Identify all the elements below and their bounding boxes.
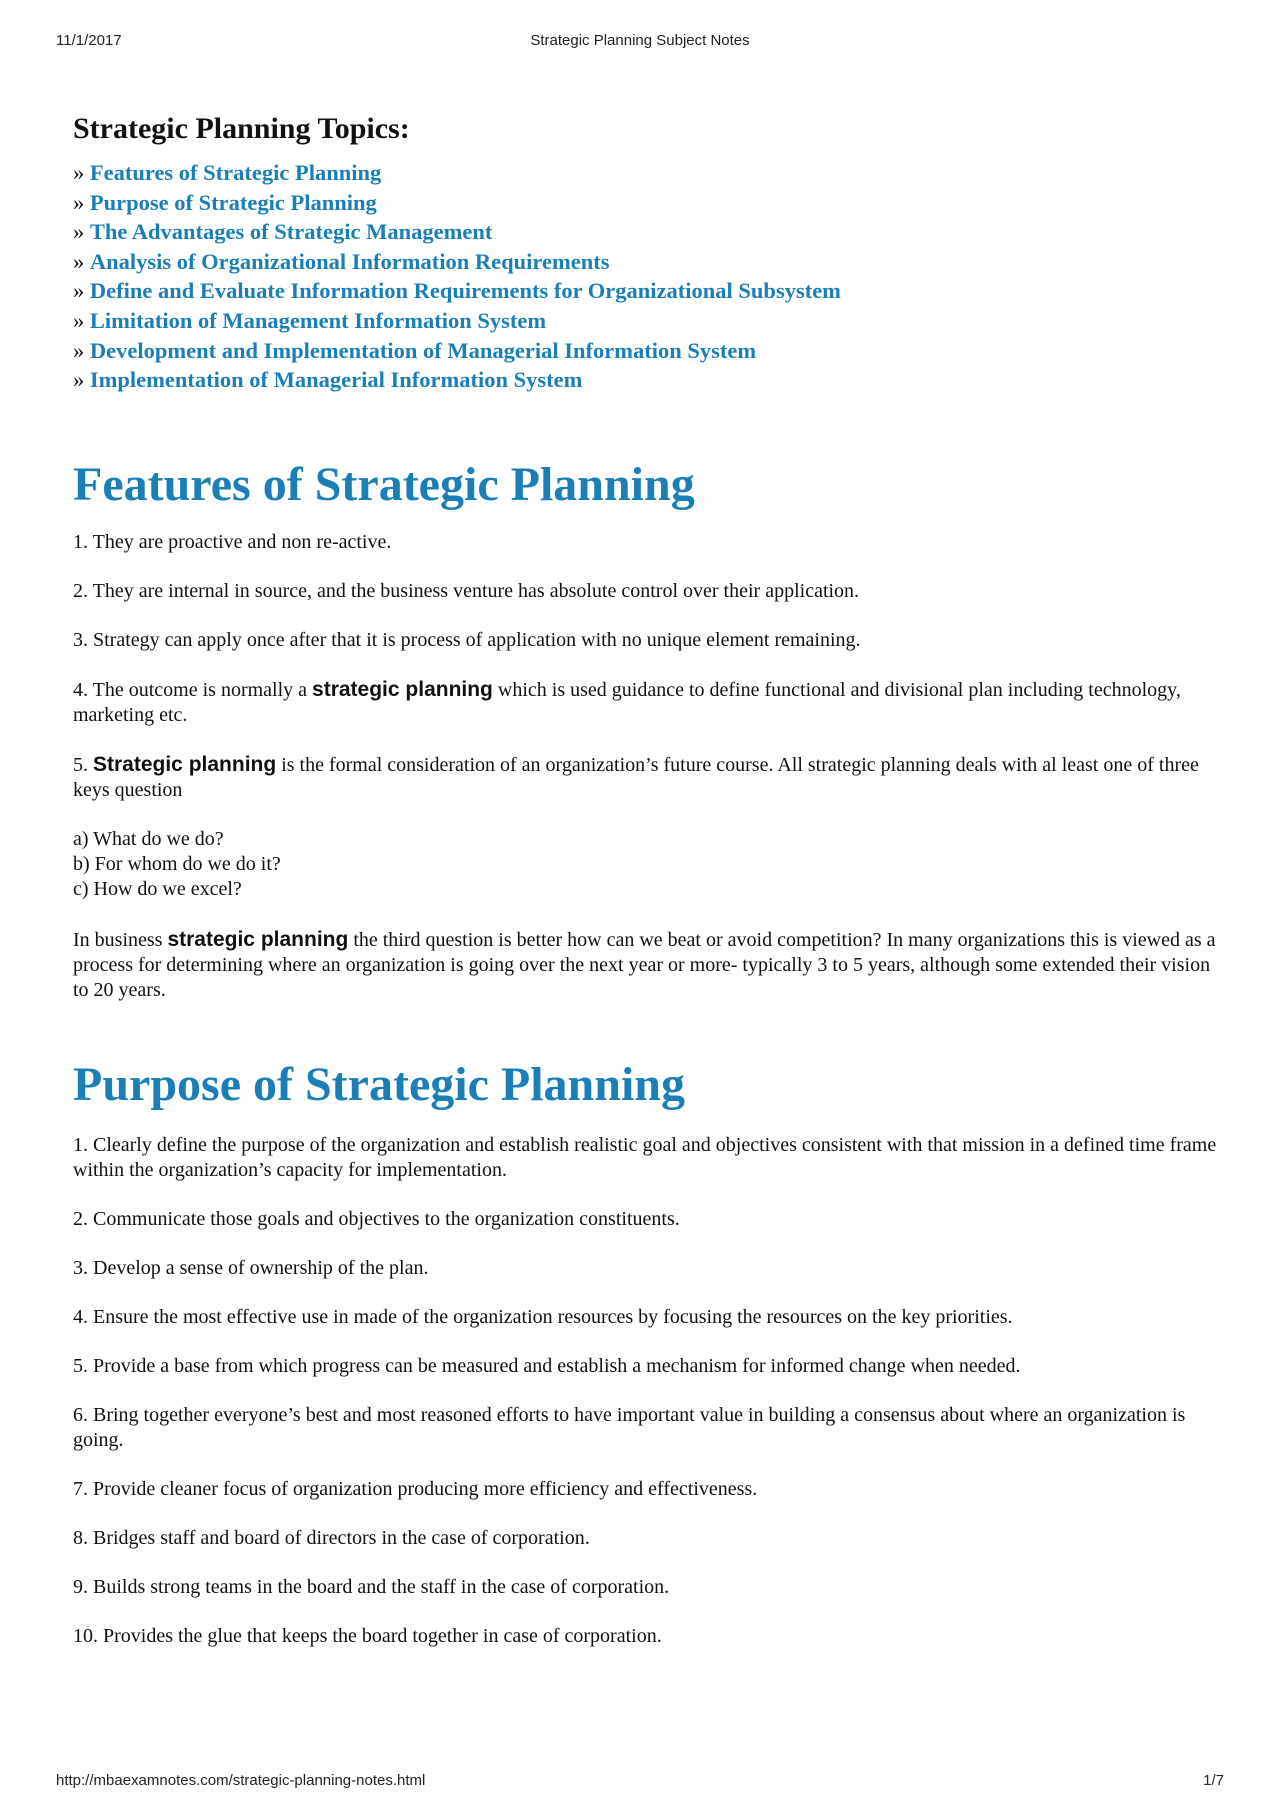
bullet-glyph: » bbox=[73, 278, 85, 304]
keyword-strategic-planning: Strategic planning bbox=[93, 752, 277, 776]
features-paragraph-1: 1. They are proactive and non re-active. bbox=[73, 530, 392, 553]
topics-list bbox=[73, 158, 1223, 395]
features-heading: Features of Strategic Planning bbox=[73, 457, 695, 511]
purpose-item: 6. Bring together everyone’s best and most reasoned efforts to have important value in building a consensus about where an organization is going. bbox=[73, 1404, 1186, 1452]
purpose-item: 2. Communicate those goals and objectives to the organization constituents. bbox=[73, 1208, 680, 1231]
text-segment: the third question is better how can we beat or avoid competition? In many organizations this is viewed as a process for determining where an organization is going over the next year or more- typically 3 to 5 years, although some extended their vision to 20 years. bbox=[73, 928, 1216, 1001]
features-paragraph-4 bbox=[73, 677, 1223, 728]
keyword-strategic-planning: strategic planning bbox=[312, 677, 493, 701]
question-a: a) What do we do? bbox=[73, 827, 224, 850]
list-item bbox=[73, 306, 1223, 336]
list-item bbox=[73, 247, 1223, 277]
list-item bbox=[73, 188, 1223, 218]
print-title: Strategic Planning Subject Notes bbox=[530, 32, 750, 49]
text-segment: In business bbox=[73, 928, 168, 951]
text-segment: 5. bbox=[73, 753, 93, 776]
list-item bbox=[73, 365, 1223, 395]
list-item bbox=[73, 158, 1223, 188]
print-date: 11/1/2017 bbox=[56, 32, 122, 49]
question-b: b) For whom do we do it? bbox=[73, 852, 281, 875]
topic-link-advantages[interactable]: The Advantages of Strategic Management bbox=[89, 219, 493, 245]
article-content bbox=[73, 112, 1223, 1673]
bullet-glyph: » bbox=[73, 160, 85, 185]
bullet-glyph: » bbox=[73, 367, 85, 393]
features-paragraph-2: 2. They are internal in source, and the business venture has absolute control over their application. bbox=[73, 579, 860, 602]
purpose-item: 1. Clearly define the purpose of the organization and establish realistic goal and objectives consistent with that mission in a defined time frame within the organization’s capacity for implementation. bbox=[73, 1134, 1217, 1182]
footer-url: http://mbaexamnotes.com/strategic-planning-notes.html bbox=[56, 1772, 426, 1789]
topic-link-limitation[interactable]: Limitation of Management Information System bbox=[89, 307, 547, 333]
purpose-item: 10. Provides the glue that keeps the board together in case of corporation. bbox=[73, 1625, 662, 1648]
bullet-glyph: » bbox=[73, 219, 85, 245]
text-segment: which is used guidance to define functional and divisional plan including technology, marketing etc. bbox=[73, 678, 1181, 726]
topic-link-analysis[interactable]: Analysis of Organizational Information Requirements bbox=[89, 248, 610, 274]
bullet-glyph: » bbox=[73, 307, 85, 333]
topic-link-features[interactable]: Features of Strategic Planning bbox=[89, 160, 382, 185]
topics-title: Strategic Planning Topics: bbox=[73, 112, 410, 145]
topic-link-purpose[interactable]: Purpose of Strategic Planning bbox=[89, 189, 377, 215]
bullet-glyph: » bbox=[73, 337, 85, 363]
question-c: c) How do we excel? bbox=[73, 877, 242, 900]
bullet-glyph: » bbox=[73, 189, 85, 215]
topic-link-development[interactable]: Development and Implementation of Managerial Information System bbox=[89, 337, 757, 363]
purpose-item: 9. Builds strong teams in the board and the staff in the case of corporation. bbox=[73, 1576, 670, 1599]
list-item bbox=[73, 336, 1223, 366]
topic-link-define-evaluate[interactable]: Define and Evaluate Information Requirements for Organizational Subsystem bbox=[89, 278, 841, 304]
purpose-item: 5. Provide a base from which progress can be measured and establish a mechanism for informed change when needed. bbox=[73, 1355, 1021, 1378]
print-header bbox=[0, 32, 1280, 52]
purpose-item: 3. Develop a sense of ownership of the plan. bbox=[73, 1257, 429, 1280]
purpose-item: 7. Provide cleaner focus of organization producing more efficiency and effectiveness. bbox=[73, 1478, 758, 1501]
key-questions bbox=[73, 827, 1223, 902]
text-segment: 4. The outcome is normally a bbox=[73, 678, 313, 701]
features-paragraph-5 bbox=[73, 752, 1223, 803]
purpose-item: 4. Ensure the most effective use in made of the organization resources by focusing the resources on the key priorities. bbox=[73, 1306, 1013, 1329]
bullet-glyph: » bbox=[73, 248, 85, 274]
topic-link-implementation[interactable]: Implementation of Managerial Information System bbox=[89, 367, 583, 393]
features-paragraph-6 bbox=[73, 927, 1223, 1003]
purpose-heading: Purpose of Strategic Planning bbox=[73, 1057, 685, 1111]
purpose-item: 8. Bridges staff and board of directors in the case of corporation. bbox=[73, 1527, 590, 1550]
list-item bbox=[73, 217, 1223, 247]
list-item bbox=[73, 276, 1223, 306]
text-segment: is the formal consideration of an organization’s future course. All strategic planning deals with al least one of three keys question bbox=[73, 753, 1199, 801]
features-paragraph-3: 3. Strategy can apply once after that it is process of application with no unique element remaining. bbox=[73, 628, 861, 651]
page-number: 1/7 bbox=[1203, 1772, 1224, 1789]
keyword-strategic-planning: strategic planning bbox=[167, 927, 349, 951]
print-footer bbox=[0, 1772, 1280, 1792]
